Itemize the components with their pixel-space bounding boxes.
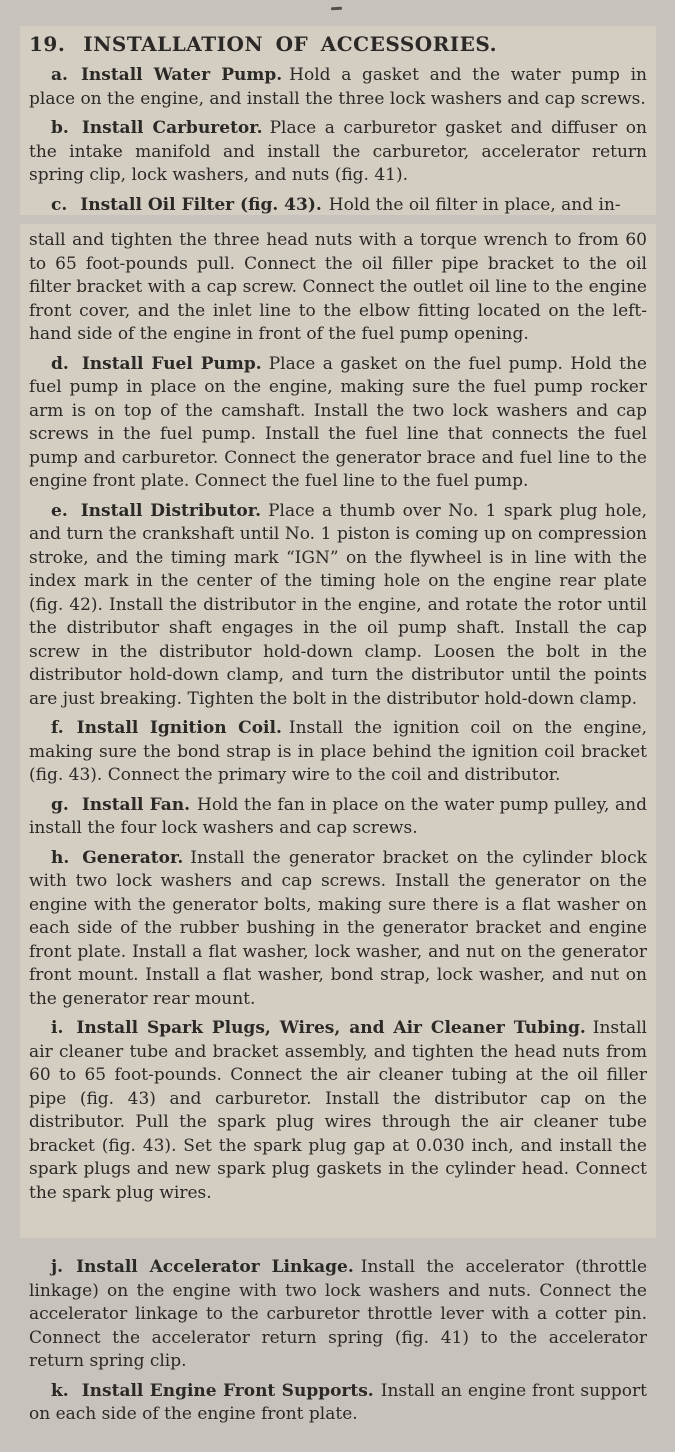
section-heading (29, 31, 647, 57)
paragraph-b-title: Install Carburetor. (81, 118, 263, 138)
paragraph-i-text: Install air cleaner tube and bracket assembly, and tighten the head nuts from 60 to 65 foot-pounds. Connect the air cleaner tubing at the oil filler pipe (fig. 43) and carburetor. Install the distributor cap on the distributor. Pull the spark plug wires through the air cleaner tube bracket (fig. 43). Set the spark plug gap at 0.030 inch, and install the spark plugs and new spark plug gaskets in the cylinder head. Connect the spark plug wires. (29, 1018, 647, 1203)
paragraph-a-text: Hold a gasket and the water pump in place on the engine, and install the three lock washers and cap screws. (29, 65, 647, 109)
section-title: INSTALLATION OF ACCESSORIES. (83, 32, 498, 56)
text-block-main (29, 229, 647, 1205)
paragraph-c-title: Install Oil Filter (fig. 43). (80, 194, 322, 215)
paragraph-e-title: Install Distributor. (80, 500, 262, 521)
paragraph-a (29, 64, 647, 111)
paragraph-c-text: Hold the oil filter in place, and in- (328, 194, 621, 215)
paragraph-d-title: Install Fuel Pump. (81, 353, 262, 374)
paragraph-j-label: j. (51, 1257, 64, 1277)
paragraph-d (29, 353, 647, 494)
paragraph-d-text: Place a gasket on the fuel pump. Hold the fuel pump in place on the engine, making sure the fuel pump rocker arm is on top of the camshaft. Install the two lock washers and cap screws in the fuel pump. Install the fuel line that connects the fuel pump and carburetor. Connect the generator brace and fuel line to the engine front plate. Connect the fuel line to the fuel pump. (29, 353, 647, 491)
text-block-bottom (29, 1256, 647, 1427)
paragraph-f (29, 717, 647, 788)
paragraph-c-label: c. (51, 194, 68, 215)
paragraph-c (29, 194, 647, 218)
paragraph-a-label: a. (51, 65, 68, 85)
paragraph-e (29, 500, 647, 712)
paragraph-k-title: Install Engine Front Supports. (81, 1380, 374, 1401)
paragraph-f-label: f. (51, 718, 64, 738)
paragraph-j-text: Install the accelerator (throttle linkage) on the engine with two lock washers and nuts. Connect the accelerator linkage to the carburetor throttle lever with a cotter pin. Connect the accelerator return spring (fig. 41) to the accelerator return spring clip. (29, 1257, 648, 1371)
paragraph-d-label: d. (51, 353, 69, 374)
paragraph-i (29, 1017, 647, 1205)
paragraph-b (29, 117, 647, 188)
paragraph-h-label: h. (51, 847, 70, 868)
paragraph-h (29, 847, 647, 1012)
paragraph-e-label: e. (51, 500, 68, 521)
paragraph-k-label: k. (51, 1380, 69, 1401)
paragraph-e-text: Place a thumb over No. 1 spark plug hole, and turn the crankshaft until No. 1 piston is coming up on compression stroke, and the timing mark “IGN” on the flywheel is in line with the index mark in the center of the timing hole on the engine rear plate (fig. 42). Install the distributor in the engine, and rotate the rotor until the distributor shaft engages in the oil pump shaft. Install the cap screw in the distributor hold-down clamp. Loosen the bolt in the distributor hold-down clamp, and turn the distributor until the points are just breaking. Tighten the bolt in the distributor hold-down clamp. (29, 500, 647, 709)
section-number: 19. (29, 32, 66, 56)
paragraph-b-label: b. (51, 118, 69, 138)
paragraph-b-text: Place a carburetor gasket and diffuser on the intake manifold and install the carburetor, accelerator return spring clip, lock washers, and nuts (fig. 41). (29, 118, 647, 185)
paragraph-i-title: Install Spark Plugs, Wires, and Air Cleaner Tubing. (76, 1018, 586, 1038)
paragraph-c-continuation (29, 229, 647, 347)
scan-artifact-dash (331, 7, 342, 11)
paragraph-i-label: i. (51, 1018, 64, 1038)
paragraph-a-title: Install Water Pump. (80, 65, 283, 85)
paragraph-g-text: Hold the fan in place on the water pump pulley, and install the four lock washers and cap screws. (29, 794, 647, 838)
paragraph-h-text: Install the generator bracket on the cylinder block with two lock washers and cap screws. Install the generator on the engine with the generator bolts, making sure there is a flat washer on each side of the rubber bushing in the generator bracket and engine front plate. Install a flat washer, lock washer, and nut on the generator front mount. Install a flat washer, bond strap, lock washer, and nut on the generator rear mount. (29, 847, 647, 1009)
paragraph-k (29, 1380, 647, 1427)
paragraph-j-title: Install Accelerator Linkage. (76, 1257, 354, 1277)
text-block-top (29, 31, 647, 217)
paragraph-c-continuation-text: stall and tighten the three head nuts with a torque wrench to from 60 to 65 foot-pounds pull. Connect the oil filler pipe bracket to the oil filter bracket with a cap screw. Connect the outlet oil line to the engine front cover, and the inlet line to the elbow fitting located on the left-hand side of the engine in front of the fuel pump opening. (29, 230, 647, 344)
paragraph-g-title: Install Fan. (81, 794, 191, 815)
paragraph-f-title: Install Ignition Coil. (76, 718, 282, 738)
paragraph-k-text: Install an engine front support on each side of the engine front plate. (29, 1380, 647, 1424)
paragraph-g-label: g. (51, 794, 69, 815)
paragraph-g (29, 794, 647, 841)
paragraph-f-text: Install the ignition coil on the engine, making sure the bond strap is in place behind the ignition coil bracket (fig. 43). Connect the primary wire to the coil and distributor. (29, 718, 647, 785)
paragraph-h-title: Generator. (82, 847, 184, 868)
paragraph-j (29, 1256, 647, 1374)
